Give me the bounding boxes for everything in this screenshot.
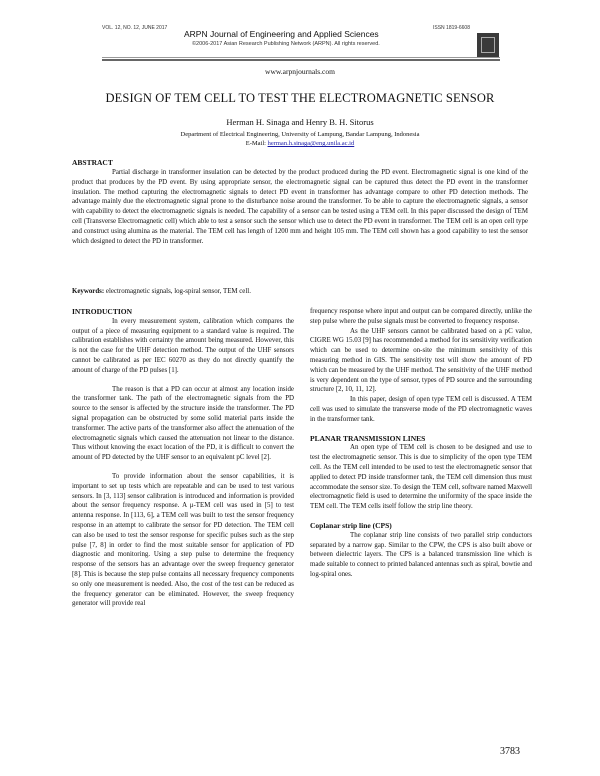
left-column [72,307,294,609]
header-divider [102,57,500,58]
page-number: 3783 [500,746,520,757]
copyright: ©2006-2017 Asian Research Publishing Network (ARPN). All rights reserved. [192,41,380,47]
planar-paragraph: An open type of TEM cell is chosen to be designed and use to test the electromagnetic sensor. This is due to simplicity of the open type TEM cell. As the TEM cell intended to be used to test the electromagnetic sensor that applied to detect PD inside transformer tank, the TEM cell dimension thus must accommodate the sensor size. To design the TEM cell, software named Maxwell electromagnetic field is used to determine the uniformity of the space inside the TEM cell. The TEM cells itself follow the strip line theory. [310,444,532,511]
authors: Herman H. Sinaga and Henry B. H. Sitorus [226,117,374,127]
keywords-text: electromagnetic signals, log-spiral sensor, TEM cell. [105,288,251,295]
introduction-heading: INTRODUCTION [72,307,133,316]
cps-paragraph: The coplanar strip line consists of two parallel strip conductors separated by a narrow gap. Similar to the CPW, the CPS is also built above or between dielectric layers. The CPS is a balanced transmission line which is made suitable to connect to printed balanced antennas such as spiral, bowtie and log-spiral ones. [310,531,532,578]
intro-paragraph-1: In every measurement system, calibration which compares the output of a piece of measuring equipment to a standard value is required. The calibration establishes with certainty the amount being measured. However, this is not the case for the UHF detection method. The output of the UHF sensors cannot be calibrated as per IEC 60270 as they do not directly quantify the amount of charge of the PD pulses [1]. [72,317,294,374]
right-paragraph-3: In this paper, design of open type TEM cell is discussed. A TEM cell was used to simulate the transverse mode of the PD electromagnetic waves in the transformer tank. [310,396,532,423]
right-paragraph-2: As the UHF sensors cannot be calibrated based on a pC value, CIGRE WG 15.03 [9] has recommended a method for its sensitivity verification which can be used to determine on-site the minimum sensitivity of this measuring method in GIS. The sensitivity test will show the amount of PD which can be measured by the UHF method. The sensitivity of the UHF method is very dependent on the type of sensor, types of PD source and the surrounding structure [2, 10, 11, 12]. [310,327,532,394]
paper-title: DESIGN OF TEM CELL TO TEST THE ELECTROMAGNETIC SENSOR [105,91,495,105]
cps-heading: Coplanar strip line (CPS) [310,520,392,530]
email-link[interactable]: herman.h.sinaga@eng.unila.ac.id [267,140,355,147]
journal-logo [477,33,499,57]
abstract-text [72,168,528,246]
issn: ISSN 1819-6608 [433,25,470,31]
intro-paragraph-2: The reason is that a PD can occur at almost any location inside the transformer tank. The path of the electromagnetic signals from the PD source to the sensor is affected by the structure inside the transformer. The PD signal propagation can be obstructed by some solid material parts inside the transformer. The active parts of the transformer also affect the attenuation of the electromagnetic signals which caused the attenuation not linear to the distance. Thus without knowing the exact location of the PD, it is difficult to convert the amount of PD detected by the UHF sensor to an equivalent pC level [2]. [72,385,294,462]
right-paragraph-1: frequency response where input and output can be compared directly, unlike the step pulse where the pulse signals must be converted to frequency response. [310,308,532,325]
email-label: E-Mail: [245,140,266,147]
header-divider-thick [102,59,500,61]
intro-paragraph-3: To provide information about the sensor capabilities, it is important to set up tests which are repeatable and can be used to test various sensors. In [3, 113] sensor calibration is introduced and information is provided about the sensor frequency response. A μ-TEM cell was used in [5] to test antenna response. In [113, 6], a TEM cell was built to test the sensor frequency response in an attempt to calibrate the sensor for PD detection. The TEM cell can also be used to test the sensor response for specific pulses such as the step pulse [7, 8] in order to find the most suitable sensor for application of PD diagnostic and monitoring. Using a step pulse to determine the frequency response of the sensors has an advantage over the sweep frequency generator [8]. This is because the step pulse contains all necessary frequency components so only one measurement is needed. Also, the cost of the test can be reduced as the frequency generator can be eliminated. However, the sweep frequency generator will provide real [72,472,294,608]
journal-name: ARPN Journal of Engineering and Applied Sciences [184,29,379,39]
affiliation: Department of Electrical Engineering, University of Lampung, Bandar Lampung, Indonesia [180,131,420,138]
abstract-body: Partial discharge in transformer insulation can be detected by the product produced during the PD event. Electromagnetic signal is one kind of the product that produces by the PD event. By using appropriate sensor, the electromagnetic signal can be captured thus detect the PD event in the transformer insulation. The method capturing the electromagnetic signals to detect PD event in transformer has advantage compare to other PD detection methods. The advantage mainly due the electromagnetic signal prone to the disturbance noise around the transformer. To be able to capture the electromagnetic signals, a sensor with capability to detect the electromagnetic signals is needed. The capability of a sensor can be tested using a TEM cell. In this paper discussed the design of TEM cell (Transverse Electromagnetic cell) which able to test a sensor such the sensor which use to detect the PD event in transformer. The TEM cell is an open cell type and construct using alumina as the material. The TEM cell has length of 1200 mm and height 105 mm. The TEM cell shown has a good capability to test the sensor which designed to detect the PD in transformer. [72,169,528,245]
planar-heading: PLANAR TRANSMISSION LINES [310,433,426,443]
email-line [0,140,600,147]
keywords-label: Keywords: [72,288,105,295]
volume-info: VOL. 12, NO. 12, JUNE 2017 [102,25,168,31]
abstract-heading: ABSTRACT [72,158,113,167]
keywords [72,288,251,295]
journal-website[interactable]: www.arpnjournals.com [265,67,335,76]
right-column [310,307,532,580]
